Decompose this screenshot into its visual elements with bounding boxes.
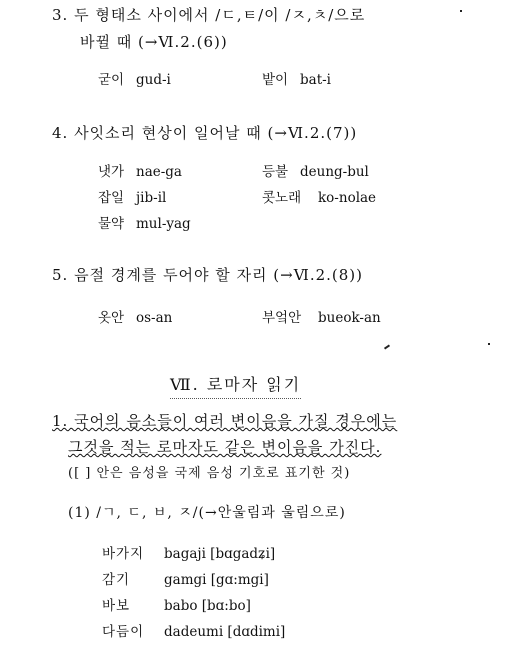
example-korean: 부엌안: [262, 310, 302, 326]
section5-example-2: [262, 306, 381, 326]
example-romanization: babo [bɑ:bo]: [164, 598, 251, 614]
section5-example-1: [98, 306, 172, 326]
example-korean: 잡일: [98, 190, 125, 206]
chapter-title: Ⅶ. 로마자 읽기: [170, 372, 301, 399]
rule1-line3: ([ ] 안은 음성을 국제 음성 기호로 표기한 것): [68, 466, 351, 481]
example-korean: 물약: [98, 216, 125, 232]
rule1-line1: [52, 410, 397, 431]
example-korean: 바보: [102, 598, 131, 614]
example-korean: 콧노래: [262, 190, 302, 206]
section4-line1: 4. 사잇소리 현상이 일어날 때 (→Ⅵ.2.(7)): [52, 124, 358, 142]
sub1-title: (1) /ㄱ, ㄷ, ㅂ, ㅈ/(→안울림과 울림으로): [68, 505, 346, 521]
section4-example-1: [98, 160, 182, 180]
example-romanization: gud-i: [136, 72, 171, 88]
sub1-example-4: [102, 620, 285, 640]
scan-speck: [460, 10, 462, 12]
example-romanization: os-an: [136, 310, 173, 326]
section4-example-5: [98, 212, 191, 232]
rule1-line2: [68, 436, 381, 457]
sub1-example-3: [102, 594, 251, 614]
example-romanization: bagaji [bɑgadʑi]: [164, 546, 276, 562]
example-romanization: deung-bul: [300, 164, 369, 180]
example-korean: 바가지: [102, 546, 145, 562]
section3-example-1: [98, 68, 171, 88]
example-romanization: dadeumi [dɑdimi]: [164, 624, 286, 640]
example-korean: 다듬이: [102, 624, 145, 640]
example-romanization: bat-i: [300, 72, 331, 88]
scan-speck: [488, 343, 490, 345]
example-korean: 냇가: [98, 164, 125, 180]
example-romanization: gamgi [gɑ:mgi]: [164, 572, 269, 588]
rule1-line1-text: 1. 국어의 음소들이 여러 변이음을 가질 경우에는: [52, 412, 398, 430]
scan-speck: [384, 344, 390, 349]
sub1-example-1: [102, 542, 275, 562]
section3-line2: 바뀔 때 (→Ⅵ.2.(6)): [80, 33, 228, 51]
example-romanization: jib-il: [136, 190, 167, 206]
rule1-line2-text: 그것을 적는 로마자도 같은 변이음을 가진다.: [68, 438, 382, 456]
section3-line1: 3. 두 형태소 사이에서 /ㄷ,ㅌ/이 /ㅈ,ㅊ/으로: [52, 6, 366, 24]
example-korean: 굳이: [98, 72, 125, 88]
section3-example-2: [262, 68, 331, 88]
section4-example-4: [262, 186, 376, 206]
example-romanization: bueok-an: [318, 310, 381, 326]
example-korean: 감기: [102, 572, 131, 588]
example-korean: 등불: [262, 164, 289, 180]
section4-example-2: [262, 160, 369, 180]
example-romanization: ko-nolae: [318, 190, 377, 206]
section4-example-3: [98, 186, 166, 206]
example-korean: 옷안: [98, 310, 125, 326]
example-korean: 밭이: [262, 72, 289, 88]
example-romanization: nae-ga: [136, 164, 182, 180]
sub1-example-2: [102, 568, 269, 588]
section5-line1: 5. 음절 경계를 두어야 할 자리 (→Ⅵ.2.(8)): [52, 266, 363, 284]
example-romanization: mul-yag: [136, 216, 191, 232]
